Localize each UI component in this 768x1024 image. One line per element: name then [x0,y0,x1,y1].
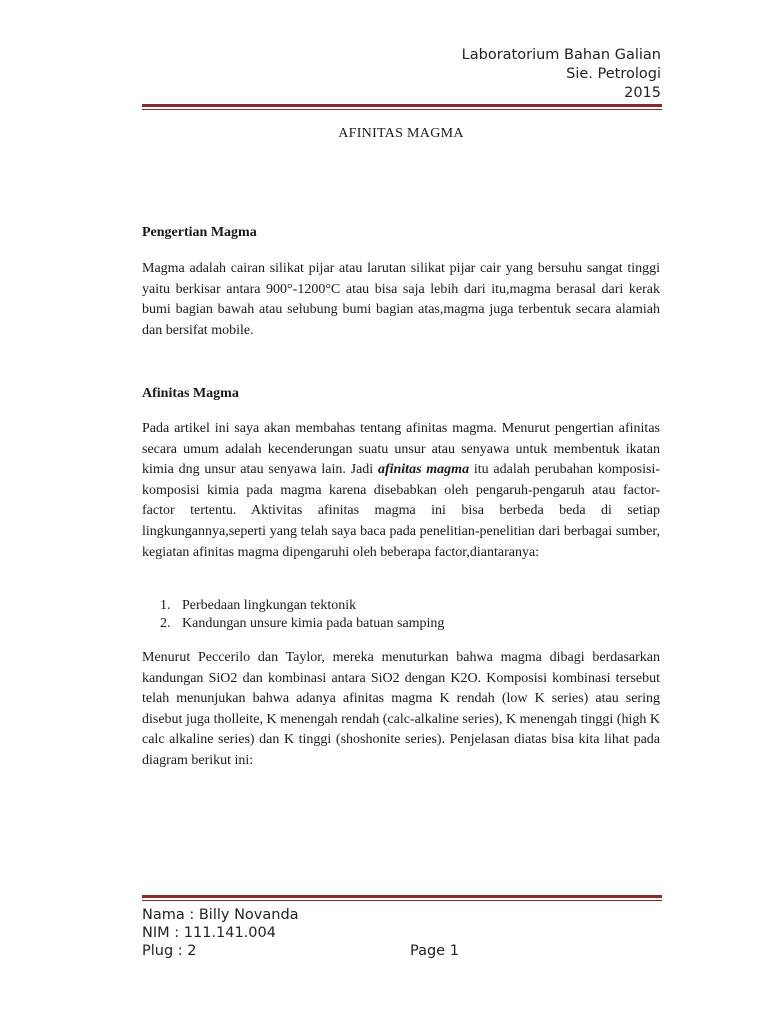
paragraph: Menurut Peccerilo dan Taylor, mereka menuturkan bahwa magma dibagi berdasarkan kandungan SiO2 dan kombinasi antara SiO2 dengan K2O. Komposisi kombinasi tersebut telah menunjukan bahwa adanya afinitas magma K rendah (low K series) atau sering disebut juga tholleite, K menengah rendah (calc-alkaline series), K menengah tinggi (high K calc alkaline series) dan K tinggi (shoshonite series). Penjelasan diatas bisa kita lihat pada diagram berikut ini: [142,650,660,768]
list-number: 2. [160,616,171,631]
section-heading-pengertian: Pengertian Magma [142,225,257,240]
paragraph-text: itu adalah perubahan komposisi- komposisi kimia pada magma karena disebabkan oleh pengaruh-pengaruh atau factor- factor tertentu. Aktivitas afinitas magma ini bisa berbeda beda di setiap lingkungannya,seperti yang telah saya baca pada penelitian-penelitian dari berbagai sumber, kegiatan afinitas magma dipengaruhi oleh beberapa factor,diantaranya: [142,462,660,560]
list-item [160,615,444,633]
header-lab-name: Laboratorium Bahan Galian [461,47,661,63]
list-item [160,597,444,615]
paragraph [142,419,660,563]
paragraph-text: Pada artikel ini saya akan membahas tentang afinitas magma. Menurut pengertian afinitas secara umum adalah kecenderungan suatu unsur atau senyawa untuk membentuk ikatan kimia dng unsur atau senyawa lain. Jadi [142,421,660,478]
footer-name: Nama : Billy Novanda [142,907,299,923]
document-title: AFINITAS MAGMA [338,126,464,141]
footer-nim: NIM : 111.141.004 [142,925,276,941]
paragraph: Magma adalah cairan silikat pijar atau larutan silikat pijar cair yang bersuhu sangat tinggi yaitu berkisar antara 900°-1200°C atau bisa saja lebih dari itu,magma berasal dari kerak bumi bagian bawah atau selubung bumi bagian atas,magma juga terbentuk secara alamiah dan bersifat mobile. [142,261,660,338]
page-number: Page 1 [410,943,459,959]
section-body-pengertian [142,259,660,341]
emphasis-term: afinitas magma [377,462,470,478]
footer-plug: Plug : 2 [142,943,197,959]
factor-list [160,597,444,633]
page-footer [142,906,662,960]
header-divider [142,104,662,110]
list-number: 1. [160,598,171,613]
footer-divider [142,895,662,901]
section-body-peccerilo [142,648,660,772]
section-body-afinitas [142,419,660,563]
header-year: 2015 [624,85,661,101]
list-item-text: Perbedaan lingkungan tektonik [182,598,357,613]
header-section: Sie. Petrologi [566,66,661,82]
section-heading-afinitas: Afinitas Magma [142,386,239,401]
list-item-text: Kandungan unsure kimia pada batuan samping [182,616,445,631]
page-header [462,46,661,103]
